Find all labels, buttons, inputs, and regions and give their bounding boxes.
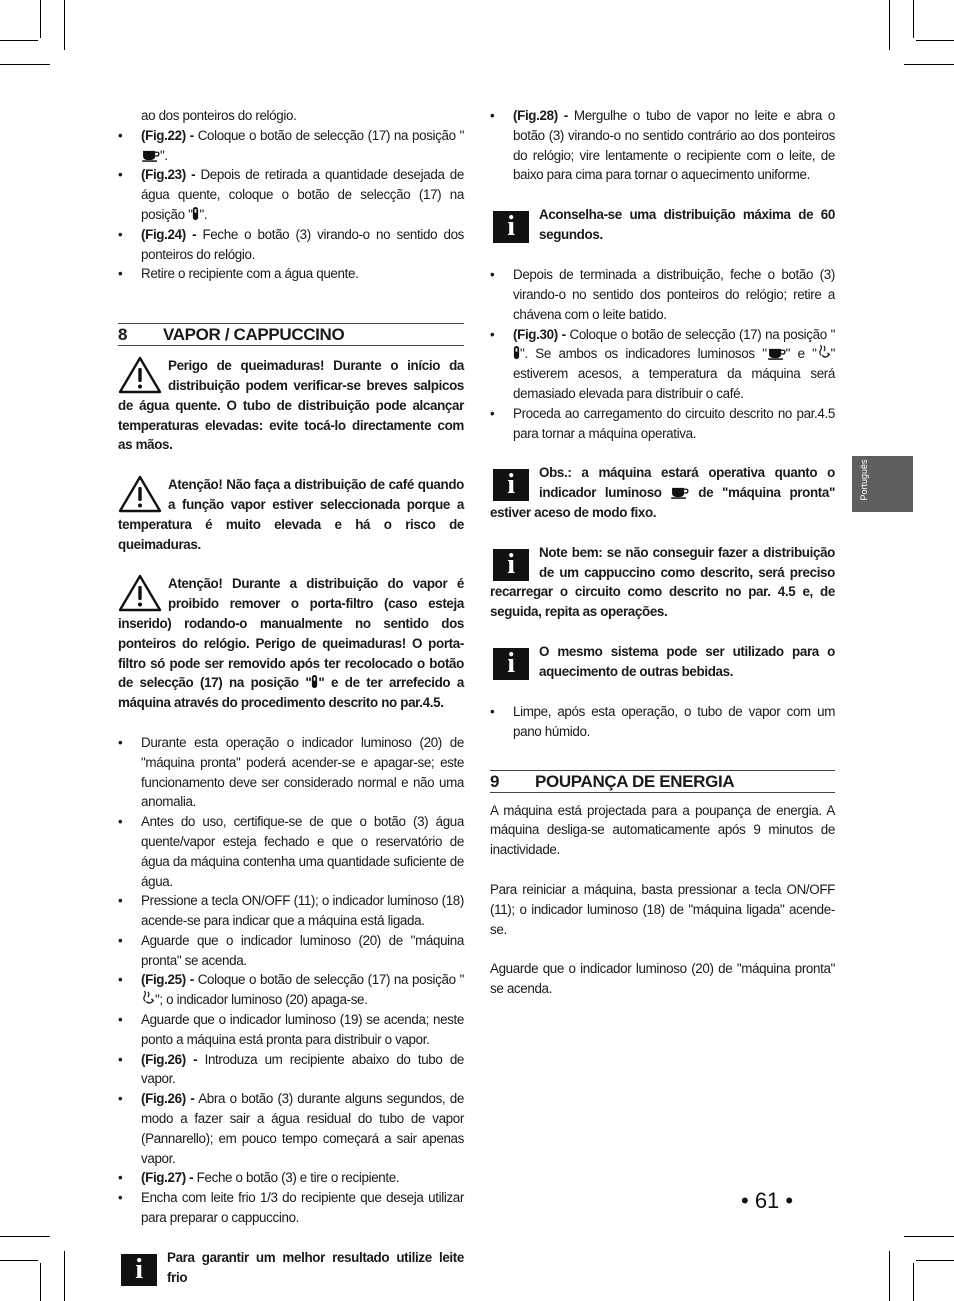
list-text: Durante esta operação o indicador luminoso (20) de "máquina pronta" poderá acender-se e apagar-se; este funcionamento deve ser considerado normal e não uma anomalia. — [141, 734, 464, 810]
crop-mark — [916, 40, 954, 41]
list-item — [490, 404, 835, 444]
right-column — [490, 106, 835, 999]
crop-mark — [904, 64, 954, 65]
info-text: de "máquina pronta" estiver aceso de modo fixo. — [490, 485, 836, 520]
crop-mark — [889, 1251, 890, 1301]
list-text: Retire o recipiente com a água quente. — [141, 266, 359, 282]
bullet: • — [118, 1051, 123, 1067]
coffee-cup-icon — [767, 347, 786, 360]
info-icon: i — [493, 469, 529, 501]
warning-text: Atenção! Não faça a distribuição de café quando a função vapor estiver seleccionada porque a temperatura é muito elevada e há o risco de queimaduras. — [118, 477, 464, 552]
list-text: Aguarde que o indicador luminoso (20) de "máquina pronta" se acenda. — [141, 932, 464, 968]
bullet: • — [118, 266, 123, 282]
bullet: • — [118, 127, 123, 143]
bullet: • — [118, 1190, 123, 1206]
list-text: Introduza um recipiente abaixo do tubo de vapor. — [141, 1051, 465, 1087]
warning-box — [118, 574, 464, 713]
list-item — [118, 970, 464, 1010]
crop-mark — [40, 1263, 41, 1301]
figure-ref: (Fig.23) - — [141, 167, 196, 183]
section-number: 9 — [490, 771, 500, 791]
list-text: ". Se ambos os indicadores luminosos " — [520, 346, 767, 362]
list-text: Antes do uso, certifique-se de que o botão (3) água quente/vapor esteja fechado e que o reservatório de água da máquina contenha uma quantidade suficiente de água. — [141, 814, 464, 889]
warning-text: Perigo de queimaduras! Durante o início da distribuição podem verificar-se breves salpicos de água quente. O tubo de distribuição pode alcançar temperaturas elevadas: evite tocá-lo directamente com as mãos. — [118, 358, 464, 453]
list-text: ". — [199, 206, 208, 222]
list-text: Limpe, após esta operação, o tubo de vapor com um pano húmido. — [513, 703, 835, 739]
list-item — [118, 931, 464, 971]
section-heading-8 — [118, 323, 464, 346]
info-box — [118, 1248, 464, 1288]
left-column — [118, 106, 464, 1288]
body-paragraph: Para reiniciar a máquina, basta pressionar a tecla ON/OFF (11); o indicador luminoso (18) de "máquina ligada" acende-se. — [490, 881, 835, 937]
list-text: Feche o botão (3) virando-o no sentido dos ponteiros do relógio. — [141, 226, 465, 262]
figure-ref: (Fig.25) - — [141, 972, 194, 988]
bullet: • — [118, 814, 123, 830]
list-text: Depois de retirada a quantidade desejada de água quente, coloque o botão de selecção (17) na posição " — [141, 167, 464, 222]
figure-ref: (Fig.24) - — [141, 226, 197, 242]
list-text: " estiverem acesos, a temperatura da máquina será demasiado elevada para distribuir o café. — [513, 346, 835, 401]
list-item — [118, 225, 464, 265]
info-icon: i — [121, 1254, 157, 1286]
coffee-cup-icon — [141, 149, 160, 162]
bullet: • — [490, 108, 495, 123]
body-paragraph: Aguarde que o indicador luminoso (20) de "máquina pronta" se acenda. — [490, 961, 835, 997]
section-number: 8 — [118, 325, 128, 345]
bullet: • — [490, 405, 495, 421]
list-text: Encha com leite frio 1/3 do recipiente que deseja utilizar para preparar o cappuccino. — [141, 1190, 464, 1226]
crop-mark — [0, 40, 38, 41]
selector-icon — [513, 345, 520, 360]
crop-mark — [40, 0, 41, 38]
list-text: Abra o botão (3) durante alguns segundos, de modo a fazer sair a água residual do tubo de vapor (Pannarello); em pouco tempo começará a sair apenas vapor. — [141, 1091, 464, 1166]
crop-mark — [0, 64, 50, 65]
list-item — [118, 891, 464, 931]
bullet: • — [490, 703, 495, 719]
crop-mark — [913, 0, 914, 38]
list-item — [118, 264, 464, 284]
warning-icon — [118, 475, 162, 513]
bullet: • — [118, 226, 123, 242]
list-item — [118, 1188, 464, 1228]
steam-icon — [817, 344, 831, 360]
figure-ref: (Fig.26) - — [141, 1091, 195, 1107]
bullet: • — [118, 1170, 123, 1186]
list-text: Proceda ao carregamento do circuito descrito no par.4.5 para tornar a máquina operativa. — [513, 405, 835, 441]
crop-mark — [916, 1260, 954, 1261]
info-box — [490, 463, 835, 522]
list-item — [118, 733, 464, 812]
figure-ref: (Fig.22) - — [141, 127, 194, 143]
steam-icon — [141, 990, 155, 1006]
bullet: • — [118, 932, 123, 948]
crop-mark — [0, 1260, 38, 1261]
list-text: "; o indicador luminoso (20) apaga-se. — [155, 992, 368, 1008]
list-text: Feche o botão (3) e tire o recipiente. — [196, 1170, 400, 1186]
list-text: Mergulhe o tubo de vapor no leite e abra o botão (3) virando-o no sentido contrário ao dos ponteiros do relógio; vire lentamente o recipiente com o leite, de baixo para cima para tornar o aquecimento uniforme. — [513, 108, 835, 183]
info-text: Para garantir um melhor resultado utilize leite frio — [167, 1249, 464, 1285]
figure-ref: (Fig.27) - — [141, 1170, 194, 1186]
figure-ref: (Fig.26) - — [141, 1051, 198, 1067]
figure-ref: (Fig.30) - — [513, 326, 566, 342]
warning-box — [118, 356, 464, 455]
bullet: • — [490, 267, 495, 283]
info-icon: i — [493, 549, 529, 581]
warning-icon — [118, 574, 162, 612]
list-text: Pressione a tecla ON/OFF (11); o indicador luminoso (18) acende-se para indicar que a máquina está ligada. — [141, 893, 464, 929]
coffee-cup-icon — [670, 486, 689, 499]
info-box — [490, 642, 835, 682]
info-text: O mesmo sistema pode ser utilizado para o aquecimento de outras bebidas. — [539, 643, 835, 679]
list-item — [118, 1089, 464, 1168]
info-icon: i — [493, 648, 529, 680]
section-heading-9 — [490, 770, 835, 793]
info-box — [490, 543, 835, 622]
info-box — [490, 205, 835, 245]
bullet: • — [118, 167, 123, 183]
crop-mark — [904, 1236, 954, 1237]
bullet: • — [118, 1012, 123, 1028]
bullet: • — [118, 1091, 123, 1107]
language-tab-label: Português — [859, 459, 869, 501]
list-item — [490, 702, 835, 742]
info-text: Note bem: se não conseguir fazer a distribuição de um cappuccino como descrito, será preciso recarregar o circuito como descrito no par. 4.5 e, de seguida, repita as operações. — [490, 544, 835, 620]
list-text: Aguarde que o indicador luminoso (19) se acenda; neste ponto a máquina está pronta para distribuir o vapor. — [141, 1012, 464, 1047]
crop-mark — [64, 1251, 65, 1301]
list-item — [490, 106, 835, 185]
bullet: • — [118, 972, 123, 988]
list-text: Coloque o botão de selecção (17) na posição " — [569, 326, 836, 342]
list-item — [118, 165, 464, 224]
list-item — [118, 126, 464, 166]
crop-mark — [64, 0, 65, 50]
warning-box — [118, 475, 464, 554]
warning-icon — [118, 356, 162, 394]
intro-tail-text: ao dos ponteiros do relógio. — [141, 108, 297, 123]
body-paragraph: A máquina está projectada para a poupança de energia. A máquina desliga-se automaticamente após 9 minutos de inactividade. — [490, 802, 835, 858]
list-text: Coloque o botão de selecção (17) na posição " — [197, 127, 465, 143]
list-item — [490, 325, 835, 404]
warning-text: Atenção! Durante a distribuição do vapor é proibido remover o porta-filtro (caso esteja inserido) rodando-o manualmente no sentido dos ponteiros do relógio. Perigo de queimaduras! O porta-filtro só pode ser removido após ter recolocado o botão de selecção (17) na posição " — [118, 576, 464, 691]
bullet: • — [118, 893, 123, 909]
crop-mark — [0, 1236, 50, 1237]
bullet: • — [490, 326, 495, 342]
warning-text: " e de ter arrefecido a máquina através do procedimento descrito no par.4.5. — [118, 675, 464, 711]
info-text: Obs.: a máquina estará operativa quanto o indicador luminoso — [539, 465, 835, 501]
list-text: ". — [160, 147, 168, 163]
list-text: " e " — [785, 346, 817, 362]
info-text: Aconselha-se uma distribuição máxima de 60 segundos. — [539, 207, 835, 242]
list-item — [490, 265, 835, 324]
section-title: POUPANÇA DE ENERGIA — [535, 771, 735, 791]
list-item — [118, 1168, 464, 1188]
bullet: • — [118, 734, 123, 750]
list-text: Depois de terminada a distribuição, feche o botão (3) virando-o no sentido dos ponteiros do relógio; retire a chávena com o leite batido. — [513, 267, 835, 322]
figure-ref: (Fig.28) - — [513, 108, 568, 123]
list-item — [118, 1050, 464, 1090]
info-icon: i — [493, 211, 529, 243]
list-item — [118, 812, 464, 891]
language-tab — [852, 456, 913, 512]
crop-mark — [889, 0, 890, 50]
page-number: • 61 • — [741, 1188, 794, 1213]
list-item — [118, 1010, 464, 1050]
section-title: VAPOR / CAPPUCCINO — [163, 325, 345, 345]
crop-mark — [913, 1263, 914, 1301]
list-text: Coloque o botão de selecção (17) na posição " — [197, 972, 465, 988]
